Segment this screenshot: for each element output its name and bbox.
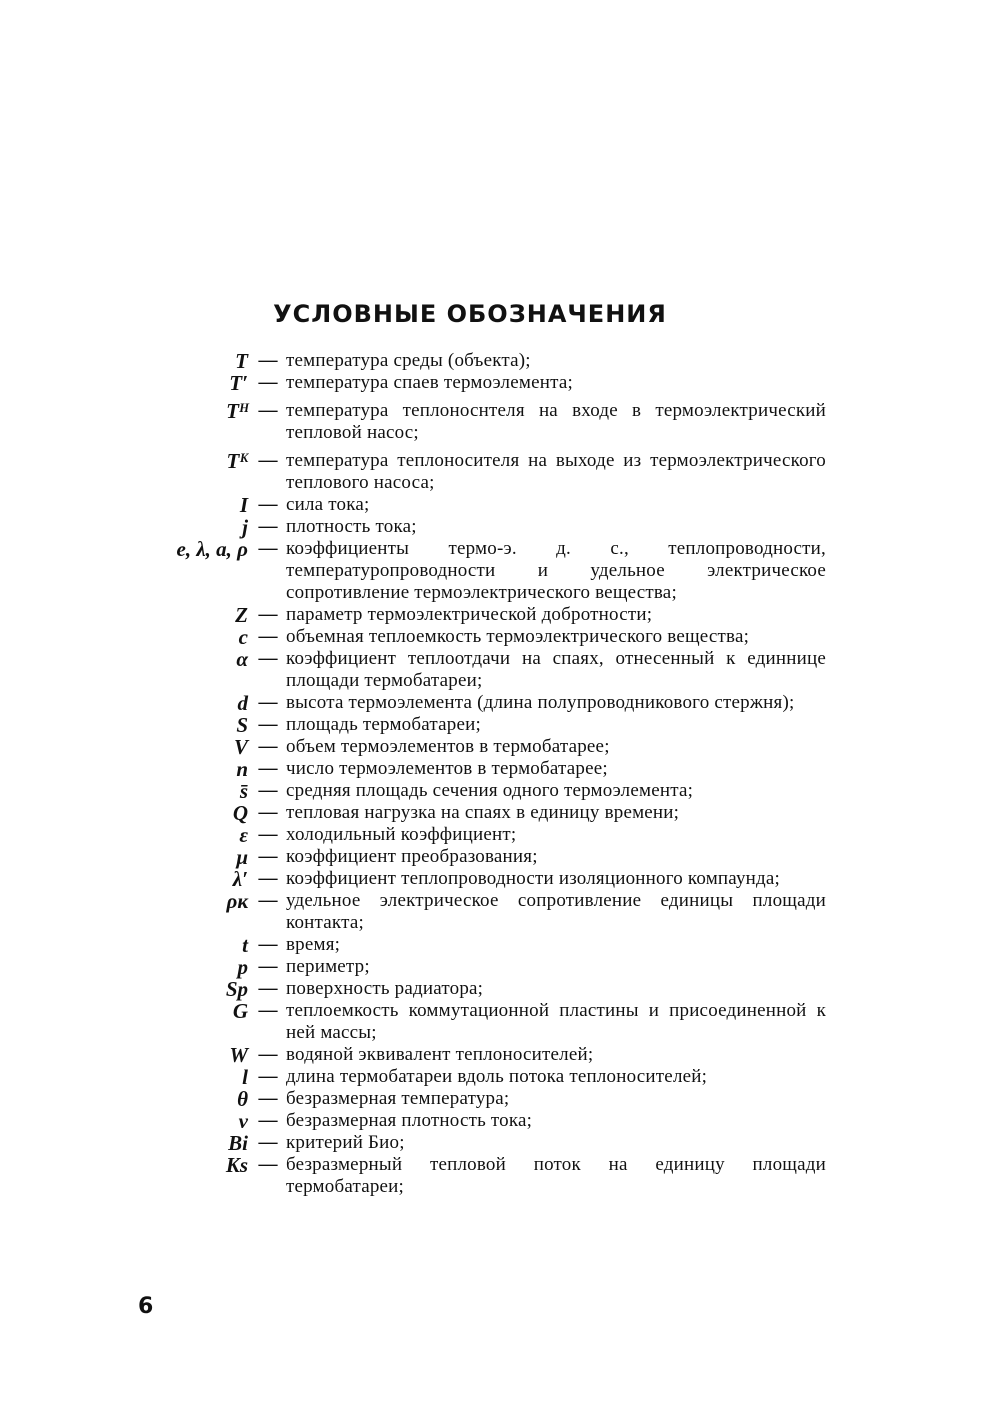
symbol: G	[232, 999, 248, 1023]
list-item	[110, 824, 830, 846]
dash: —	[258, 714, 278, 735]
list-item	[110, 372, 830, 394]
list-item	[110, 868, 830, 890]
definition: коэффициент теплопроводности изоляционного компаунда;	[286, 868, 781, 889]
definition: параметр термоэлектрической добротности;	[286, 604, 653, 625]
list-item	[110, 846, 830, 868]
symbol: ε	[239, 823, 248, 847]
list-item	[110, 450, 830, 494]
list-item	[110, 1132, 830, 1154]
symbol: W	[229, 1043, 248, 1067]
dash: —	[258, 494, 278, 515]
dash: —	[258, 758, 278, 779]
list-item	[110, 1044, 830, 1066]
symbol: μ	[236, 845, 248, 869]
definition: число термоэлементов в термобатарее;	[286, 758, 608, 779]
definition: водяной эквивалент теплоносителей;	[286, 1044, 594, 1065]
symbol: ρк	[226, 889, 248, 913]
list-item	[110, 890, 830, 934]
dash: —	[258, 1044, 278, 1065]
definition: время;	[286, 934, 341, 955]
definition: объем термоэлементов в термобатарее;	[286, 736, 610, 757]
symbol: t	[242, 933, 248, 957]
definition: температура спаев термоэлемента;	[286, 372, 573, 393]
dash: —	[258, 1066, 278, 1087]
symbol: Q	[232, 801, 248, 825]
definition: безразмерная плотность тока;	[286, 1110, 533, 1131]
page-number: 6	[138, 1294, 154, 1319]
symbol: S	[236, 713, 248, 737]
dash: —	[258, 604, 278, 625]
list-item	[110, 1154, 830, 1198]
list-item	[110, 1088, 830, 1110]
definition: критерий Био;	[286, 1132, 405, 1153]
list-item	[110, 538, 830, 604]
definition: коэффициент преобразования;	[286, 846, 538, 867]
list-item	[110, 350, 830, 372]
symbol: j	[242, 515, 248, 539]
definition: удельное электрическое сопротивление единицы площади контакта;	[286, 890, 826, 933]
definition: температура среды (объекта);	[286, 350, 531, 371]
symbol: T′	[229, 371, 248, 395]
definition: сила тока;	[286, 494, 370, 515]
definition: периметр;	[286, 956, 370, 977]
list-item	[110, 736, 830, 758]
symbol: T	[235, 349, 248, 373]
dash: —	[258, 846, 278, 867]
symbol: Z	[235, 603, 248, 627]
list-item	[110, 604, 830, 626]
dash: —	[258, 1110, 278, 1131]
definition: холодильный коэффициент;	[286, 824, 517, 845]
list-item	[110, 400, 830, 444]
definition: средняя площадь сечения одного термоэлемента;	[286, 780, 694, 801]
list-item	[110, 648, 830, 692]
definition: высота термоэлемента (длина полупроводникового стержня);	[286, 692, 795, 713]
dash: —	[258, 626, 278, 647]
dash: —	[258, 350, 278, 371]
symbol: λ′	[232, 867, 248, 891]
definition: коэффициенты термо-э. д. с., теплопроводности, температуропроводности и удельное электрическое сопротивление термоэлектрического вещества;	[286, 538, 826, 603]
definition: коэффициент теплоотдачи на спаях, отнесенный к единнице площади термобатареи;	[286, 648, 826, 691]
dash: —	[258, 736, 278, 757]
symbol-list	[110, 350, 830, 1198]
dash: —	[258, 648, 278, 669]
list-item	[110, 978, 830, 1000]
definition: температура теплоноснтеля на входе в термоэлектрический тепловой насос;	[286, 400, 826, 443]
symbol: I	[239, 493, 248, 517]
dash: —	[258, 372, 278, 393]
symbol: Bi	[228, 1131, 248, 1155]
definition: поверхность радиатора;	[286, 978, 484, 999]
dash: —	[258, 1000, 278, 1021]
symbol: s̄	[239, 779, 248, 803]
symbol: c	[238, 625, 248, 649]
symbol: V	[233, 735, 248, 759]
definition: безразмерная температура;	[286, 1088, 510, 1109]
dash: —	[258, 450, 278, 471]
symbol: Sр	[225, 977, 248, 1001]
dash: —	[258, 516, 278, 537]
definition: теплоемкость коммутационной пластины и присоединенной к ней массы;	[286, 1000, 826, 1043]
list-item	[110, 714, 830, 736]
symbol: p	[237, 955, 248, 979]
dash: —	[258, 890, 278, 911]
symbol: d	[237, 691, 248, 715]
list-item	[110, 934, 830, 956]
dash: —	[258, 1132, 278, 1153]
definition: тепловая нагрузка на спаях в единицу времени;	[286, 802, 680, 823]
list-item	[110, 516, 830, 538]
list-item	[110, 626, 830, 648]
list-item	[110, 1110, 830, 1132]
symbol: e, λ, a, ρ	[176, 537, 248, 561]
definition: температура теплоносителя на выходе из термоэлектрического теплового насоса;	[286, 450, 826, 493]
symbol: l	[242, 1065, 248, 1089]
page-title: УСЛОВНЫЕ ОБОЗНАЧЕНИЯ	[273, 300, 667, 328]
symbol: Ks	[225, 1153, 248, 1177]
dash: —	[258, 780, 278, 801]
dash: —	[258, 824, 278, 845]
symbol: θ	[237, 1087, 248, 1111]
list-item	[110, 1000, 830, 1044]
definition: длина термобатареи вдоль потока теплоносителей;	[286, 1066, 708, 1087]
symbol: n	[236, 757, 248, 781]
list-item	[110, 494, 830, 516]
symbol: ν	[238, 1109, 248, 1133]
dash: —	[258, 1154, 278, 1175]
dash: —	[258, 692, 278, 713]
list-item	[110, 692, 830, 714]
dash: —	[258, 400, 278, 421]
definition: плотность тока;	[286, 516, 417, 537]
definition: безразмерный тепловой поток на единицу площади термобатареи;	[286, 1154, 826, 1197]
dash: —	[258, 1088, 278, 1109]
list-item	[110, 780, 830, 802]
dash: —	[258, 956, 278, 977]
definition: площадь термобатареи;	[286, 714, 481, 735]
definition: объемная теплоемкость термоэлектрического вещества;	[286, 626, 750, 647]
list-item	[110, 802, 830, 824]
symbol: Tᴷ	[226, 449, 248, 473]
list-item	[110, 1066, 830, 1088]
dash: —	[258, 868, 278, 889]
dash: —	[258, 934, 278, 955]
dash: —	[258, 978, 278, 999]
symbol: Tᴴ	[226, 399, 248, 423]
symbol: α	[236, 647, 248, 671]
list-item	[110, 956, 830, 978]
dash: —	[258, 538, 278, 559]
dash: —	[258, 802, 278, 823]
list-item	[110, 758, 830, 780]
